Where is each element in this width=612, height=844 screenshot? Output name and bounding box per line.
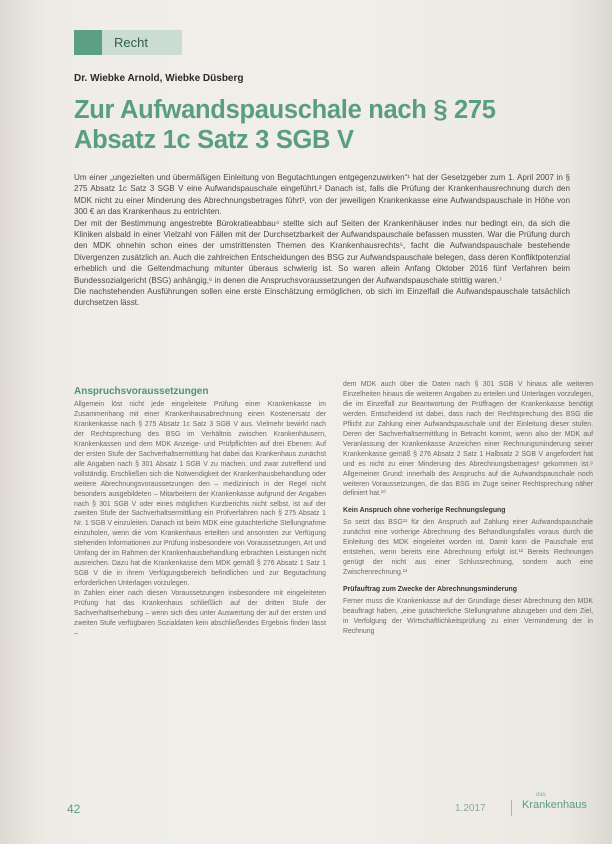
issue-number: 1.2017: [455, 803, 486, 814]
subheading-audit-order: Prüfauftrag zum Zwecke der Abrechnungsminderung: [343, 586, 517, 594]
right-paragraph-2: So setzt das BSG¹¹ für den Anspruch auf Zahlung einer Aufwandspauschale zunächst eine vorherige Abrechnung des Behandlungsfalles voraus durch die Einleitung des MDK eingeleitet worden ist. Damit kann die Pauschale erst entstehen, wenn bereits eine Abrechnung erfolgt ist.¹² Bereits Rechnungen genügt der nicht aus einer Schlussrechnung, sondern auch eine Zwischenrechnung.¹³: [343, 519, 593, 577]
right-paragraph-3: Ferner muss die Krankenkasse auf der Grundlage dieser Abrechnung den MDK beauftragt haben, „eine gutachterliche Stellungnahme abzugeben und dem Ziel, in Verfolgung der Wirtschaftlichkeitsprüfung zu einer Verminderung der in Rechnung: [343, 598, 593, 636]
left-column: [74, 385, 326, 639]
article-title: Zur Aufwandspauschale nach § 275 Absatz 1c Satz 3 SGB V: [74, 96, 496, 154]
left-paragraph-2: In Zahlen einer nach diesen Voraussetzungen insbesondere mit eingeleiteten Prüfung hat das Krankenhaus schließlich auf der dritten Stufe der Sachverhaltserhebung – wenn sich dies unter Auswertung der auf der ersten und zweiten Stufe verfügbaren Sozialdaten kein abschließendes Ergebnis finden lässt –: [74, 590, 326, 637]
logo-prefix: das: [536, 792, 546, 798]
logo-name: Krankenhaus: [522, 799, 587, 811]
intro-paragraph-2: Der mit der Bestimmung angestrebte Bürokratieabbau⁴ stellte sich auf Seiten der Krankenhäuser indes nur bedingt ein, da sich die Kliniken alsbald in einer Vielzahl von Fällen mit der Durchsetzbarkeit der Aufwandspauschale befassen mussten. War die Prüfung durch den MDK ohnehin schon eines der umstrittensten Themen des Krankenhausrechts⁵, facht die Aufwandspauschale bestehende Divergenzen zusätzlich an. Auch die zahlreichen Entscheidungen des BSG zur Aufwandspauschale belegen, dass deren Konfliktpotenzial erheblich und die Geltendmachung mitunter überaus schwierig ist. So waren allein Anfang Oktober 2016 fünf Verfahren beim Bundessozialgericht (BSG) anhängig,⁶ in denen die Anspruchsvoraussetzungen der Aufwandspauschale strittig waren.⁷: [74, 218, 570, 285]
section-rubric: [74, 30, 182, 55]
rubric-color-box: [74, 30, 102, 55]
footer-divider: [511, 800, 512, 816]
article-authors: Dr. Wiebke Arnold, Wiebke Düsberg: [74, 73, 244, 84]
section-heading-requirements: Anspruchsvoraussetzungen: [74, 386, 209, 397]
right-paragraph-1: dem MDK auch über die Daten nach § 301 SGB V hinaus alle weiteren Einzelheiten hinaus die weiteren Angaben zu erteilen und Unterlagen vorzulegen, die im Einzelfall zur Beantwortung der Prüffragen der Krankenkasse benötigt werden. Entscheidend ist dabei, dass nach der Rechtsprechung des BSG die Pflicht zur Zahlung einer Aufwandspauschale und der Einleitung dieser stufen. Deren der Sachverhaltsermittlung in Betracht kommt, wenn also der MDK auf Veranlassung der Krankenkasse Anzeichen einer Rechnungsminderung seiner Krankenkasse gemäß § 276 Absatz 2 Satz 1 Halbsatz 2 SGB V angefordert hat und es nicht zu einer Minderung des Abrechnungsbetrages⁸ gekommen ist.⁹ Allgemeiner Grund: innerhalb des Anspruchs auf die Aufwandspauschale noch weiteren Voraussetzungen, die das BSG im Zuge seiner Rechtsprechung näher definiert hat.¹⁰: [343, 381, 593, 498]
left-paragraph-1: Allgemein löst nicht jede eingeleitete Prüfung einer Krankenkasse im Zusammenhang mit einer Krankenhausabrechnung einen Kostenersatz der Krankenkasse nach § 275 Absatz 1c Satz 3 SGB V aus. Vielmehr bewirkt nach der Rechtsprechung des BSG im Verhältnis zwischen Krankenhäusern, Krankenkassen und dem MDK Anzeige- und Prüfpflichten auf drei Ebenen: Auf der ersten Stufe der Sachverhaltsermittlung hat dabei das Krankenhaus zunächst alle Angaben nach § 301 Absatz 1 SGB V zu machen, und zwar zutreffend und vollständig. Erschließen sich die Notwendigkeit der Krankenhausbehandlung oder weitere Abrechnungsvoraussetzungen den – medizinisch in der Regel nicht besonders ausgebildeten – Mitarbeitern der Krankenkasse aufgrund der Angaben nach § 301 SGB V oder eines möglichen Kurzberichts nicht selbst, ist auf der zweiten Stufe der Sachverhaltsermittlung ein Prüfverfahren nach § 275 Absatz 1 Nr. 1 SGB V einzuleiten. Danach ist beim MDK eine gutachterliche Stellungnahme einzuholen, wenn die vom Krankenhaus erteilten und ansonsten zur Verfügung stehenden Informationen zur Prüfung insbesondere von Voraussetzungen, Art und Umfang der im Rahmen der Krankenhausbehandlung erbrachten Leistungen nicht ausreichen. Dazu hat die Krankenkasse dem MDK gemäß § 276 Absatz 1 Satz 1 SGB V die in ihrem Verfügungsbereich befindlichen und zur Begutachtung erforderlichen Unterlagen vorzulegen.: [74, 401, 326, 588]
article-intro: [74, 172, 570, 309]
subheading-no-claim: Kein Anspruch ohne vorherige Rechnungslegung: [343, 507, 506, 515]
rubric-label: Recht: [102, 30, 182, 55]
intro-paragraph-1: Um einer „ungezielten und übermäßigen Einleitung von Begutachtungen entgegenzuwirken“¹ hat der Gesetzgeber zum 1. April 2007 in § 275 Absatz 1c Satz 3 SGB V eine Aufwandspauschale eingeführt.² Danach ist, falls die Prüfung der Krankenhausrechnung durch den MDK nicht zu einer Minderung des Abrechnungsbetrages führt³, von der jeweiligen Krankenkasse eine Aufwandspauschale in Höhe von 300 € an das Krankenhaus zu entrichten.: [74, 173, 570, 217]
intro-paragraph-3: Die nachstehenden Ausführungen sollen eine erste Einschätzung ermöglichen, ob sich im Einzelfall die Aufwandspauschale tatsächlich durchsetzen lässt.: [74, 287, 570, 308]
page-number: 42: [67, 802, 81, 816]
right-column: [343, 380, 593, 637]
magazine-logo: [522, 792, 587, 812]
